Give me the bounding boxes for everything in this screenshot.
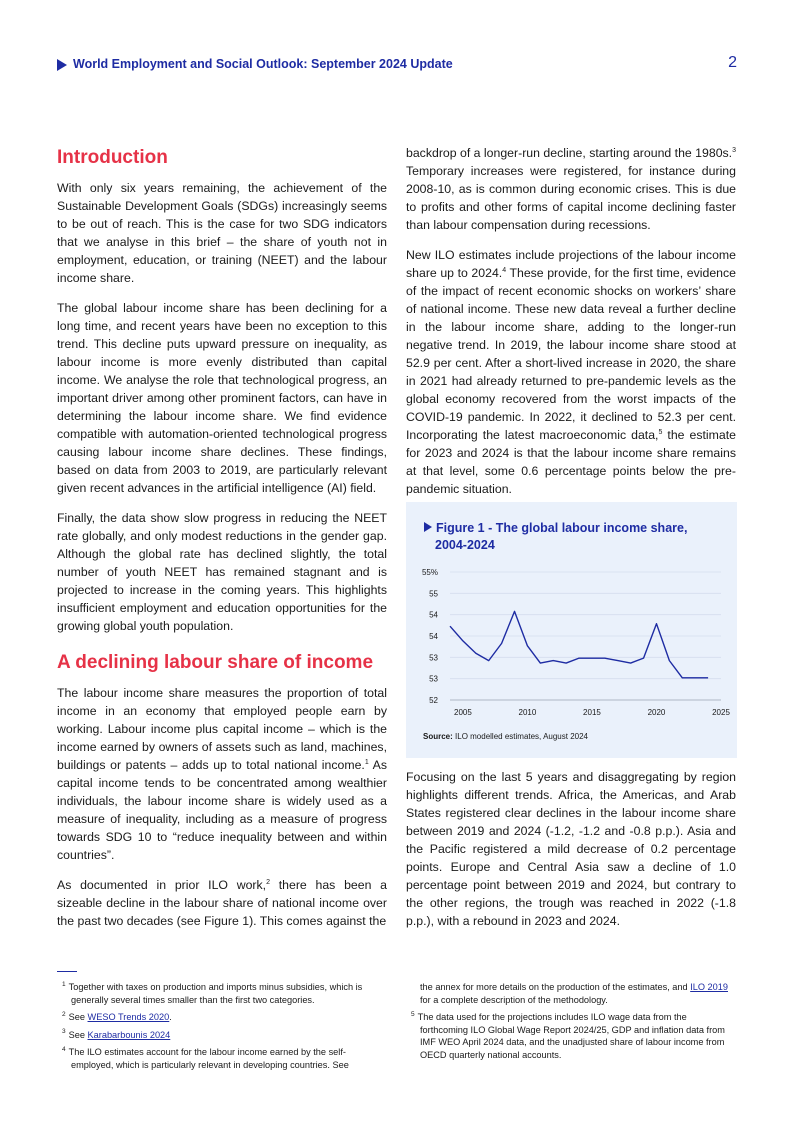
labour-income-share-line-chart [406, 562, 737, 722]
footnote-4-continued: the annex for more details on the production of the estimates, and ILO 2019 for a complete description of the methodology. [420, 982, 728, 1005]
labour-share-heading: A declining labour share of income [57, 652, 374, 673]
footnote-ref-2[interactable]: 2 [266, 878, 270, 886]
x-tick-label: 2025 [712, 708, 730, 717]
x-tick-label: 2020 [647, 708, 666, 717]
y-tick-label: 55% [421, 568, 438, 577]
right-column [406, 144, 736, 510]
labour-share-paragraph-2-continued: backdrop of a longer-run decline, starting around the 1980s.$^3$ Temporary increases were registered, for instance during 2008-10, as is common during economic crises. This is due to profits and other forms of capital income declining faster than labour compensation during recessions. [406, 146, 736, 232]
footnote-1: $^1$ Together with taxes on production and imports minus subsidies, which is generally several times smaller than the first two categories. [62, 980, 363, 1005]
x-tick-label: 2005 [454, 708, 472, 717]
labour-share-paragraph-2: As documented in prior ILO work,$^2$ there has been a sizeable decline in the labour share of national income over the past two decades (see Figure 1). This comes against the [57, 878, 387, 928]
x-tick-label: 2010 [518, 708, 537, 717]
intro-paragraph-2: The global labour income share has been declining for a long time, and recent years have been no exception to this trend. This decline puts upward pressure on inequality, as labour income is more evenly distributed than capital income. We analyse the role that technological progress, an important driver among other prominent factors, can have in determining the labour income share. We find evidence compatible with automation-oriented technological progress causing labour income share declines. These findings, based on data from 2003 to 2019, are particularly relevant given recent advances in the artificial intelligence (AI) field. [57, 301, 387, 495]
figure-source: Source: ILO modelled estimates, August 2024 [423, 732, 588, 741]
footnote-divider [57, 971, 77, 972]
y-tick-label: 55 [429, 589, 438, 599]
labour-share-paragraph-1: The labour income share measures the proportion of total income in an economy that employed people earn by working. Labour income plus capital income – which is the income earned by owners of assets such as land, machines, buildings or patents – adds up to total national income.$^1$ As capital income tends to be concentrated among wealthier individuals, the labour income share is widely used as a measure of inequality, including as a measure of progress towards SDG 10 to “reduce inequality between and within countries”. [57, 686, 388, 862]
figure-title: Figure 1 - The global labour income share, 2004-2024 [424, 520, 724, 554]
running-header [57, 54, 737, 77]
footnotes-left [57, 981, 387, 1076]
right-column-lower [406, 768, 736, 942]
footnote-2: $^2$ See WESO Trends 2020. [62, 1010, 172, 1022]
y-tick-label: 53 [429, 653, 438, 663]
triangle-bullet-icon [57, 59, 67, 71]
footnotes-right [406, 981, 736, 1066]
labour-share-paragraph-3: New ILO estimates include projections of the labour income share up to 2024.$^4$ These provide, for the first time, evidence of the impact of recent economic shocks on workers’ share of national income. These new data reveal a further decline in the labour income share, adding to the longer-run negative trend. In 2019, the labour income share stood at 52.9 per cent. After a short-lived increase in 2020, the share in 2021 had already returned to pre-pandemic levels as the global economy recovered from the worst impacts of the COVID-19 pandemic. In 2022, it declined to 52.3 per cent. Incorporating the latest macroeconomic data,$^5$ the estimate for 2023 and 2024 is that the labour income share remains at that level, some 0.6 percentage points below the pre-pandemic situation. [406, 248, 736, 496]
page-number: 2 [728, 54, 737, 71]
triangle-bullet-icon [424, 522, 432, 532]
footnote-ref-3[interactable]: 3 [732, 146, 736, 154]
weso-trends-link[interactable]: WESO Trends 2020 [87, 1012, 170, 1022]
y-tick-label: 53 [429, 674, 438, 684]
karabarbounis-link[interactable]: Karabarbounis 2024 [87, 1029, 171, 1040]
footnote-5: $^5$ The data used for the projections includes ILO wage data from the forthcoming ILO Global Wage Report 2024/25, GDP and inflation data from IMF WEO April 2024 data, and the unadjusted share of labour income from OECD quarterly national accounts. [411, 1010, 725, 1060]
left-column [57, 146, 387, 930]
x-tick-label: 2015 [583, 708, 601, 717]
intro-paragraph-1: With only six years remaining, the achievement of the Sustainable Development Goals (SDGs) increasingly seems to be out of reach. This is the case for two SDG indicators that we analyse in this brief – the share of youth not in employment, education, or training (NEET) and the labour income share. [57, 181, 387, 285]
y-tick-label: 54 [429, 632, 438, 641]
ilo-2019-link[interactable]: ILO 2019 [690, 982, 728, 992]
y-tick-label: 54 [429, 610, 438, 620]
footnote-4: $^4$ The ILO estimates account for the labour income earned by the self-employed, which is particularly relevant in developing countries. See [62, 1045, 349, 1070]
intro-paragraph-3: Finally, the data show slow progress in reducing the NEET rate globally, and only modest reductions in the gender gap. Although the global rate has declined slightly, the total number of youth NEET has remained stagnant and is projected to increase in the coming years. This highlights insufficient employment and education opportunities for the growing global youth population. [57, 511, 387, 633]
footnote-3: $^3$ See Karabarbounis 2024 [62, 1028, 171, 1040]
y-tick-label: 52 [429, 696, 438, 705]
footnote-ref-4[interactable]: 4 [502, 266, 507, 274]
publication-title: World Employment and Social Outlook: September 2024 Update [73, 57, 453, 71]
introduction-heading: Introduction [57, 147, 168, 168]
regional-trends-paragraph: Focusing on the last 5 years and disaggregating by region highlights different trends. Africa, the Americas, and Arab States registered clear declines in the labour income share between 2019 and 2024 (-1.2, -1.2 and -0.8 p.p.). Asia and the Pacific registered a mild decrease of 0.2 percentage points. Europe and Central Asia saw a decline of 1.0 percentage point between 2019 and 2024, but contrary to the other regions, the trough was reached in 2022 (-1.8 p.p.), with a rebound in 2023 and 2024. [406, 770, 736, 928]
footnote-ref-1[interactable]: 1 [364, 758, 369, 766]
figure-1-panel [406, 502, 737, 758]
labour-income-share-series-line [450, 611, 708, 677]
footnote-ref-5[interactable]: 5 [658, 428, 663, 436]
